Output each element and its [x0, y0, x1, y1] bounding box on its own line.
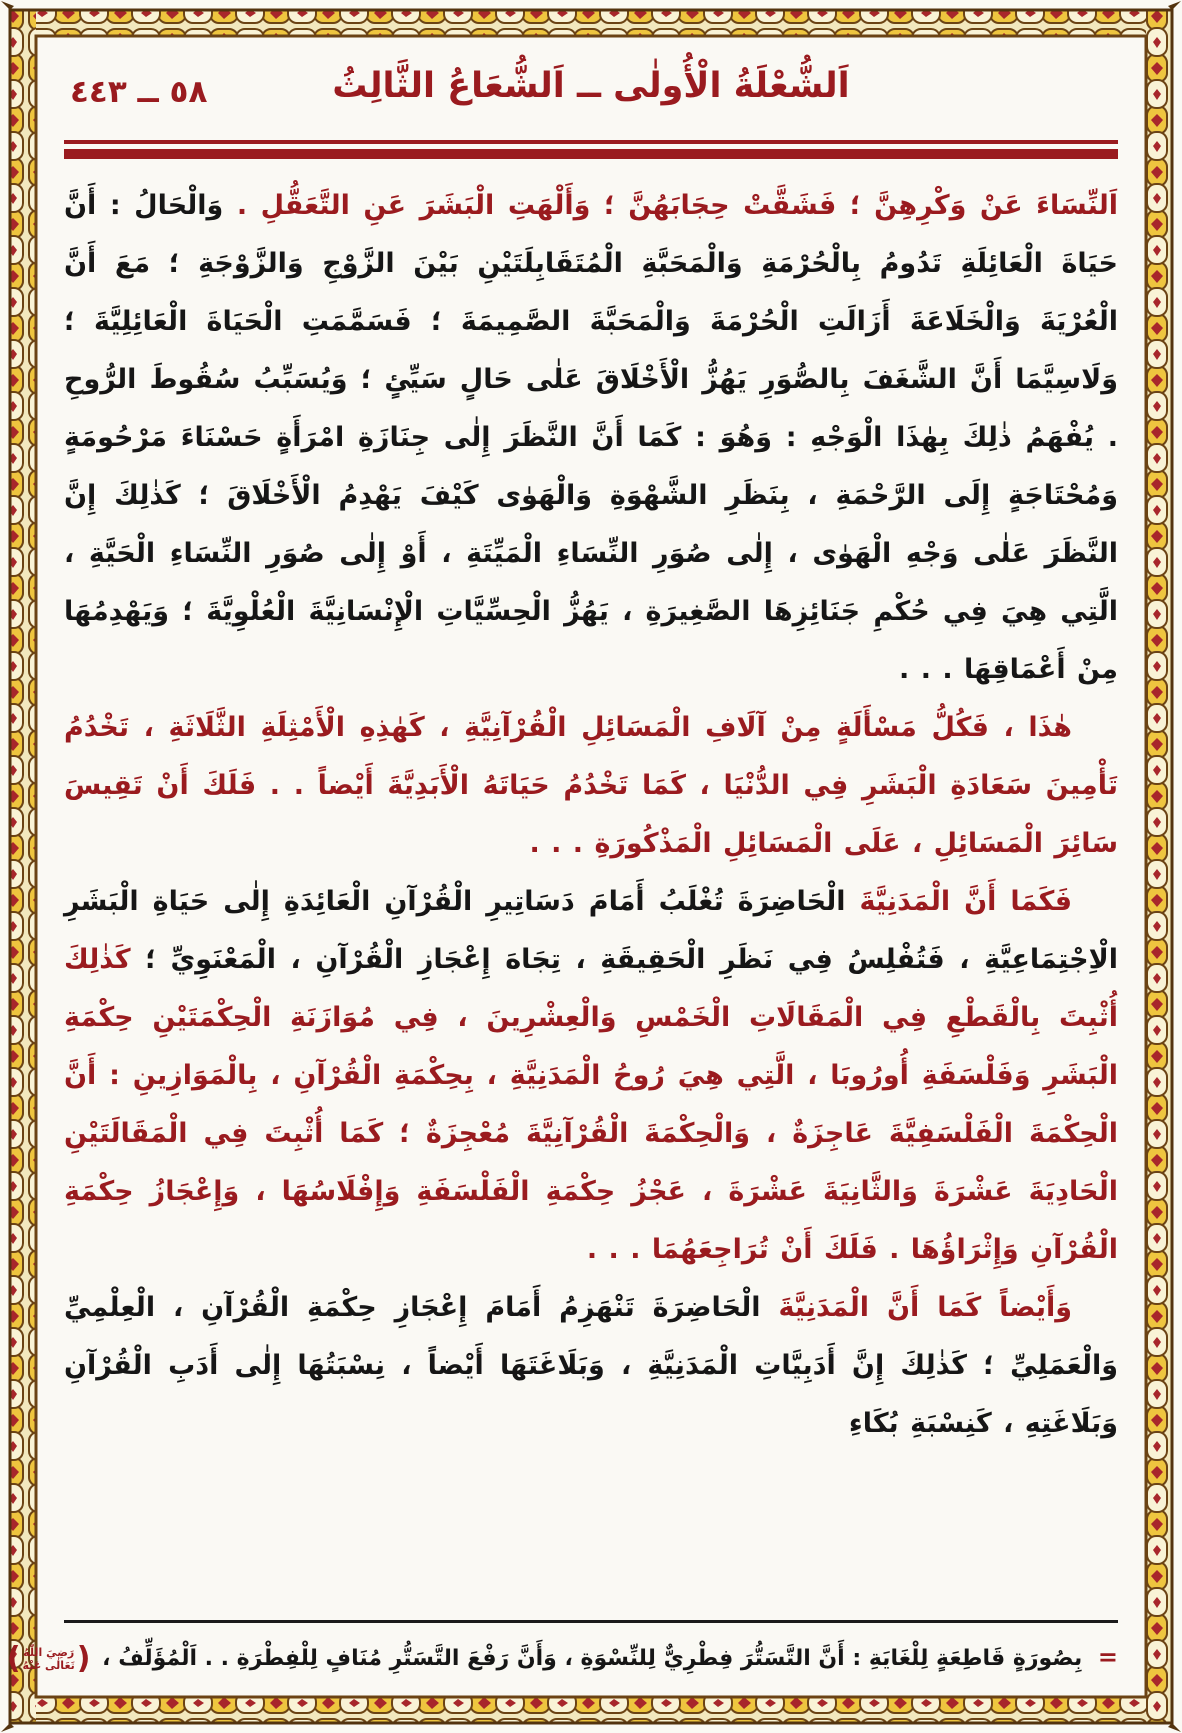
paragraph-3	[64, 873, 1118, 1279]
footnote-region	[6, 1620, 1118, 1679]
text-segment-red: وَأَيْضاً كَمَا أَنَّ الْمَدَنِيَّةَ	[778, 1292, 1073, 1323]
footnote-continuation-marker: =	[1097, 1643, 1118, 1671]
header-rule-thin-line	[64, 140, 1118, 144]
header-rule-thick-line	[64, 149, 1118, 159]
body-text	[64, 177, 1118, 1453]
text-segment-black: الْحَاضِرَةَ تُغْلَبُ أَمَامَ دَسَاتِيرِ الْقُرْآنِ الْعَائِدَةِ إِلٰى حَيَاةِ الْبَشَرِ الْاِجْتِمَاعِيَّةِ ، فَتُفْلِسُ فِي نَظَرِ الْحَقِيقَةِ ، تِجَاهَ إِعْجَازِ الْقُرْآنِ ، الْمَعْنَوِيِّ ؛	[64, 886, 1118, 975]
author-seal-icon	[6, 1641, 91, 1676]
header-rule	[64, 140, 1118, 159]
seal-close-paren: )	[6, 1641, 21, 1676]
text-segment-black: وَالْحَالُ : أَنَّ حَيَاةَ الْعَائِلَةِ تَدُومُ بِالْحُرْمَةِ وَالْمَحَبَّةِ الْمُتَقَابِلَتَيْنِ بَيْنَ الزَّوْجِ وَالزَّوْجَةِ ؛ مَعَ أَنَّ الْعُرْيَةَ وَالْخَلَاعَةَ أَزَالَتِ الْحُرْمَةَ وَالْمَحَبَّةَ الصَّمِيمَةَ ؛ فَسَمَّمَتِ الْحَيَاةَ الْعَائِلِيَّةَ ؛ وَلَاسِيَّمَا أَنَّ الشَّغَفَ بِالصُّوَرِ يَهُزُّ الْأَخْلَاقَ عَلٰى حَالٍ سَيِّئٍ ؛ وَيُسَبِّبُ سُقُوطَ الرُّوحِ . يُفْهَمُ ذٰلِكَ بِهٰذَا الْوَجْهِ : وَهُوَ : كَمَا أَنَّ النَّظَرَ إِلٰى جِنَازَةِ امْرَأَةٍ حَسْنَاءَ مَرْحُومَةٍ وَمُحْتَاجَةٍ إِلَى الرَّحْمَةِ ، بِنَظَرِ الشَّهْوَةِ وَالْهَوٰى كَيْفَ يَهْدِمُ الْأَخْلَاقَ ؛ كَذٰلِكَ إِنَّ النَّظَرَ عَلٰى وَجْهِ الْهَوٰى ، إِلٰى صُوَرِ النِّسَاءِ الْمَيِّتَةِ ، أَوْ إِلٰى صُوَرِ النِّسَاءِ الْحَيَّةِ ، الَّتِي هِيَ فِي حُكْمِ جَنَائِزِهَا الصَّغِيرَةِ ، يَهُزُّ الْحِسِّيَّاتِ الْإِنْسَانِيَّةَ الْعُلْوِيَّةَ ؛ وَيَهْدِمُهَا مِنْ أَعْمَاقِهَا . . .	[64, 190, 1118, 685]
paragraph-1	[64, 177, 1118, 699]
text-segment-red: اَلنِّسَاءَ عَنْ وَكْرِهِنَّ ؛ فَشَقَّتْ حِجَابَهُنَّ ؛ وَأَلْهَتِ الْبَشَرَ عَنِ التَّعَقُّلِ .	[236, 190, 1118, 221]
text-segment-black: الْحَاضِرَةَ تَنْهَزِمُ أَمَامَ إِعْجَازِ حِكْمَةِ الْقُرْآنِ ، الْعِلْمِيِّ وَالْعَمَلِيِّ ؛ كَذٰلِكَ إِنَّ أَدَبِيَّاتِ الْمَدَنِيَّةِ ، وَبَلَاغَتَهَا أَيْضاً ، نِسْبَتُهَا إِلٰى أَدَبِ الْقُرْآنِ وَبَلَاغَتِهِ ، كَنِسْبَةِ بُكَاءِ	[64, 1292, 1118, 1439]
paragraph-2	[64, 699, 1118, 873]
seal-text-line2: تَعَالٰى عَنْهُ	[22, 1659, 75, 1672]
seal-open-paren: (	[76, 1641, 91, 1676]
seal-text	[21, 1646, 77, 1672]
seal-text-line1: رَضِيَ اللّٰهُ	[23, 1646, 75, 1659]
page-content	[6, 56, 1118, 1689]
footnote-text: بِصُورَةٍ قَاطِعَةٍ لِلْغَايَةِ : أَنَّ التَّسَتُّرَ فِطْرِيٌّ لِلنِّسْوَةِ ، وَأَنَّ رَفْعَ التَّسَتُّرِ مُنَافٍ لِلْفِطْرَةِ . . اَلْمُؤَلِّفُ ،	[102, 1646, 1083, 1671]
paragraph-4	[64, 1279, 1118, 1453]
text-segment-red: هٰذَا ، فَكُلُّ مَسْأَلَةٍ مِنْ آلَافِ الْمَسَائِلِ الْقُرْآنِيَّةِ ، كَهٰذِهِ الْأَمْثِلَةِ الثَّلَاثَةِ ، تَخْدُمُ تَأْمِينَ سَعَادَةِ الْبَشَرِ فِي الدُّنْيَا ، كَمَا تَخْدُمُ حَيَاتَهُ الْأَبَدِيَّةَ أَيْضاً . . فَلَكَ أَنْ تَقِيسَ سَائِرَ الْمَسَائِلِ ، عَلَى الْمَسَائِلِ الْمَذْكُورَةِ . . .	[64, 712, 1118, 859]
text-segment-red: فَكَمَا أَنَّ الْمَدَنِيَّةَ	[859, 886, 1072, 917]
footnote	[6, 1637, 1118, 1679]
text-segment-red: كَذٰلِكَ أُثْبِتَ بِالْقَطْعِ فِي الْمَقَالَاتِ الْخَمْسِ وَالْعِشْرِينَ ، فِي مُوَازَنَةِ الْحِكْمَتَيْنِ حِكْمَةِ الْبَشَرِ وَفَلْسَفَةِ أُورُوبَا ، الَّتِي هِيَ رُوحُ الْمَدَنِيَّةِ ، بِحِكْمَةِ الْقُرْآنِ ، بِالْمَوَازِينِ : أَنَّ الْحِكْمَةَ الْفَلْسَفِيَّةَ عَاجِزَةٌ ، وَالْحِكْمَةَ الْقُرْآنِيَّةَ مُعْجِزَةٌ ؛ كَمَا أُثْبِتَ فِي الْمَقَالَتَيْنِ الْحَادِيَةَ عَشْرَةَ وَالثَّانِيَةَ عَشْرَةَ ، عَجْزُ حِكْمَةِ الْفَلْسَفَةِ وَإِفْلَاسُهَا ، وَإِعْجَازُ حِكْمَةِ الْقُرْآنِ وَإِثْرَاؤُهَا . فَلَكَ أَنْ تُرَاجِعَهُمَا . . .	[64, 944, 1118, 1265]
page-number: ٥٨ ــ ٤٤٣	[70, 74, 208, 110]
footnote-separator	[64, 1620, 1118, 1623]
page-header	[64, 56, 1118, 134]
page-title: اَلشُّعْلَةُ الْأُولٰى ــ اَلشُّعَاعُ الثَّالِثُ	[332, 66, 850, 106]
